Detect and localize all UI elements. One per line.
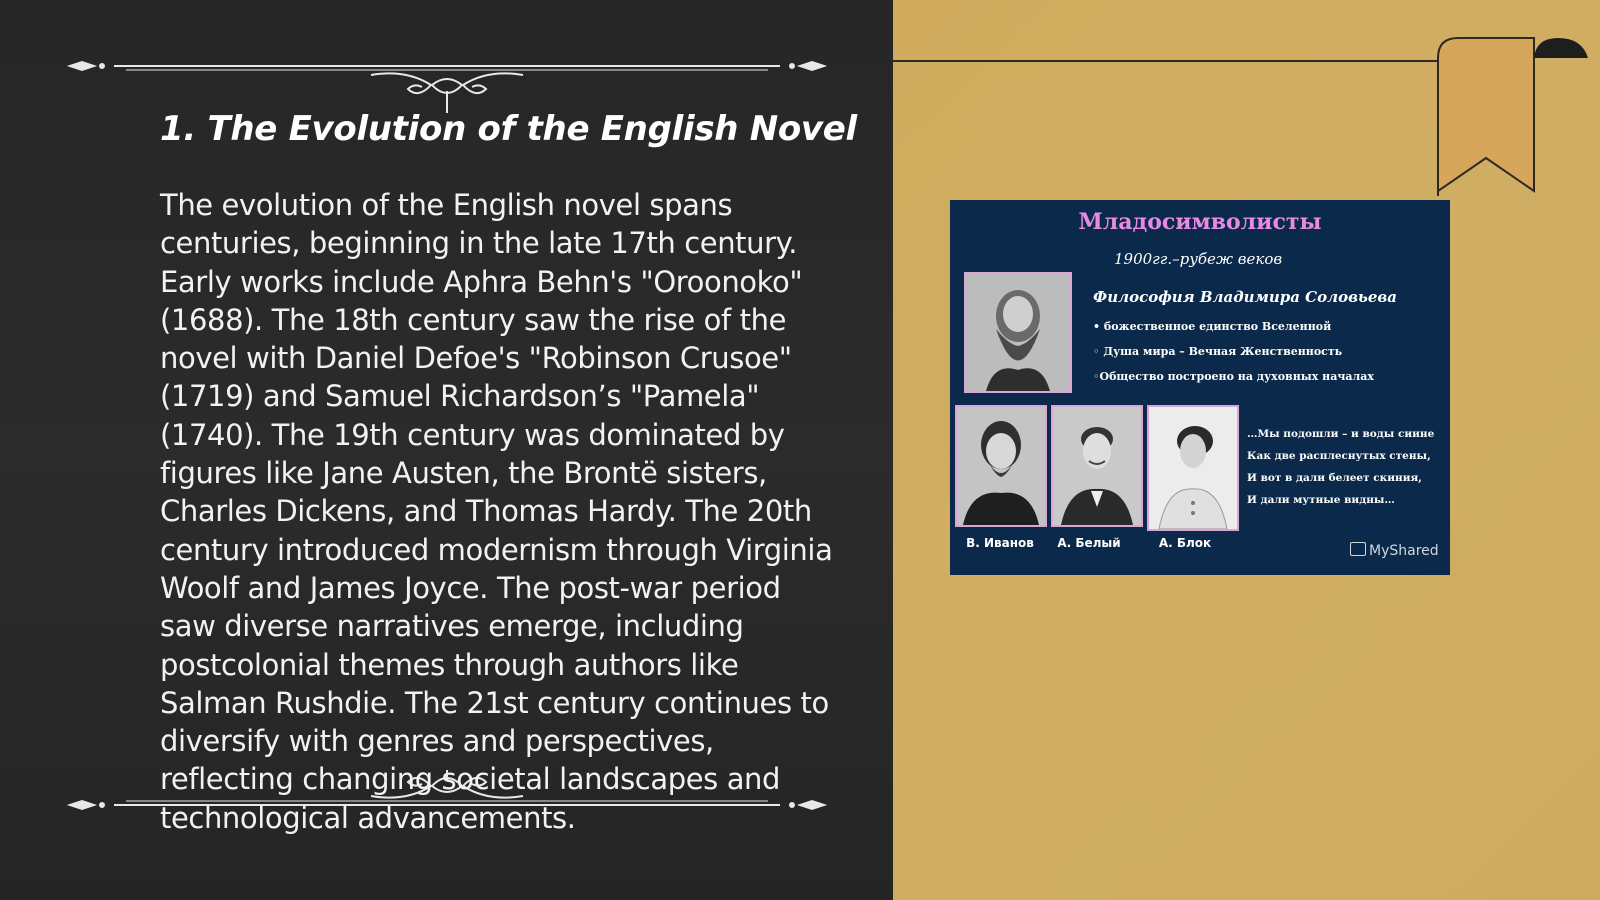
inset-slide-title: Младосимволисты xyxy=(1078,209,1322,235)
watermark-icon xyxy=(1350,542,1366,556)
caption-bely: А. Белый xyxy=(1057,536,1121,550)
inset-slide-image xyxy=(950,200,1450,575)
divider-line xyxy=(893,60,1438,62)
inset-bullet-2: ◦ Душа мира – Вечная Женственность xyxy=(1093,345,1343,358)
watermark-text: MyShared xyxy=(1369,543,1439,559)
poem-line-1: …Мы подошли – и воды сиине xyxy=(1247,428,1435,440)
portrait-ivanov xyxy=(955,405,1047,527)
caption-ivanov: В. Иванов xyxy=(966,536,1034,550)
caption-blok: А. Блок xyxy=(1158,536,1212,550)
inset-slide-subtitle: 1900гг.–рубеж веков xyxy=(1114,250,1283,268)
slide-body-text: The evolution of the English novel spans centuries, beginning in the late 17th century. Early works include Aphra Behn's "Oroonoko" (1688). The 18th century saw the rise of the novel with Daniel Defoe's "Robinson Crusoe" (1719) and Samuel Richardson’s "Pamela" (1740). The 19th century was dominated by figures like Jane Austen, the Brontë sisters, Charles Dickens, and Thomas Hardy. The 20th century introduced modernism through Virginia Woolf and James Joyce. The post-war period saw diverse narratives emerge, including postcolonial themes through authors like Salman Rushdie. The 21st century continues to diversify with genres and perspectives, reflecting changing societal landscapes and technological advancements. xyxy=(160,188,833,835)
portrait-blok xyxy=(1147,405,1239,531)
poem-line-3: И вот в дали белеет скиния, xyxy=(1247,472,1422,484)
inset-bullet-1: • божественное единство Вселенной xyxy=(1093,320,1332,333)
slide-title: 1. The Evolution of the English Novel xyxy=(160,109,857,149)
poem-line-4: И дали мутные видны… xyxy=(1247,494,1395,506)
inset-heading: Философия Владимира Соловьева xyxy=(1093,288,1397,306)
poem-line-2: Как две расплеснутых стены, xyxy=(1247,450,1431,462)
portrait-solovyov xyxy=(964,272,1072,393)
watermark xyxy=(1350,542,1439,559)
bookmark-ribbon xyxy=(1436,36,1600,201)
portrait-bely xyxy=(1051,405,1143,527)
inset-bullet-3: ◦Общество построено на духовных началах xyxy=(1093,370,1374,383)
